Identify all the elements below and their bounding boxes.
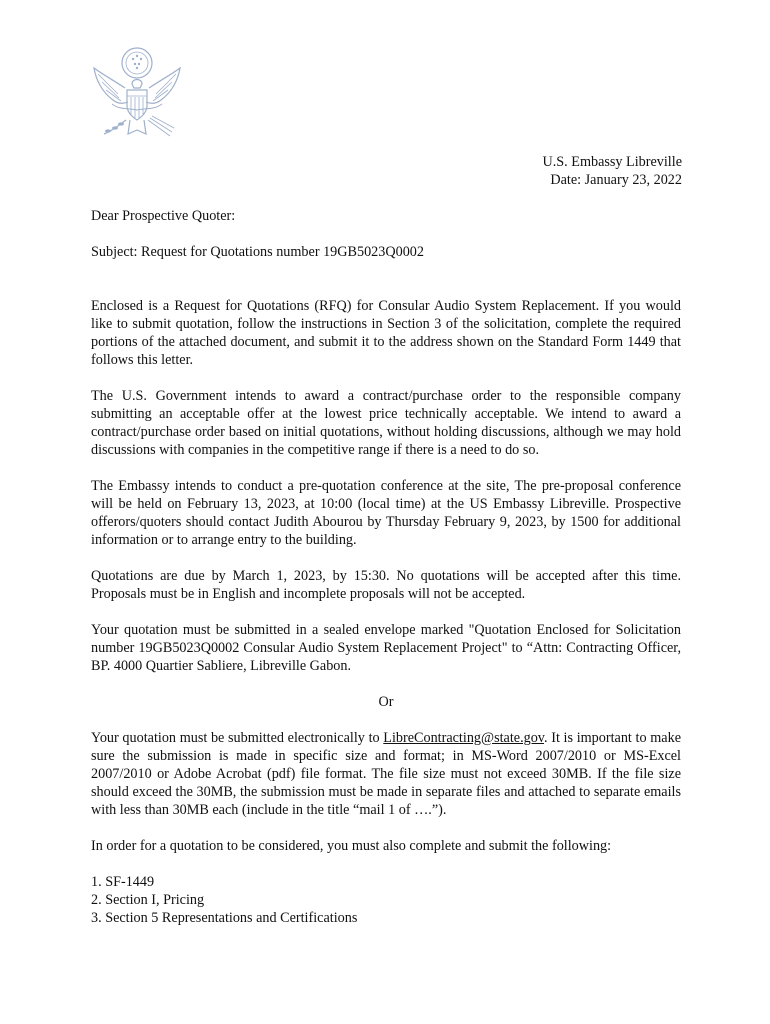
contracting-email-link[interactable]: LibreContracting@state.gov: [383, 730, 544, 746]
letter-body: [91, 207, 681, 927]
embassy-location: U.S. Embassy Libreville: [542, 154, 682, 170]
letter-date: Date: January 23, 2022: [550, 172, 682, 188]
submission-text-after: . It is important to make sure the submission is made in specific size and format; in MS-Word 2007/2010 or MS-Excel 2007/2010 or Adobe Acrobat (pdf) file format. The file size must not exceed 30MB. If the file size should exceed the 30MB, the submission must be made in separate files and attached to separate emails with less than 30MB each (include in the title “mail 1 of ….”).: [91, 730, 681, 818]
embassy-seal: [88, 44, 186, 146]
salutation: Dear Prospective Quoter:: [91, 208, 236, 224]
subject-line: Subject: Request for Quotations number 19GB5023Q0002: [91, 244, 424, 260]
requirement-item: 2. Section I, Pricing: [91, 892, 205, 908]
paragraph-sealed-envelope: Your quotation must be submitted in a sealed envelope marked "Quotation Enclosed for Solicitation number 19GB5023Q0002 Consular Audio System Replacement Project" to “Attn: Contracting Officer, BP. 4000 Quartier Sabliere, Libreville Gabon.: [91, 622, 681, 674]
requirement-item: 3. Section 5 Representations and Certifications: [91, 910, 358, 926]
paragraph-due-date: Quotations are due by March 1, 2023, by 15:30. No quotations will be accepted after this time. Proposals must be in English and incomplete proposals will not be accepted.: [91, 568, 681, 602]
letter-header: [543, 153, 683, 189]
requirements-list: [91, 873, 681, 927]
submission-text-before: Your quotation must be submitted electronically to: [91, 730, 384, 746]
paragraph-conference: The Embassy intends to conduct a pre-quotation conference at the site, The pre-proposal conference will be held on February 13, 2023, at 10:00 (local time) at the US Embassy Libreville. Prospective offerors/quoters should contact Judith Abourou by Thursday February 9, 2023, by 1500 for additional information or to arrange entry to the building.: [91, 478, 681, 548]
paragraph-requirements-intro: In order for a quotation to be considered, you must also complete and submit the following:: [91, 838, 612, 854]
requirement-item: 1. SF-1449: [91, 874, 155, 890]
or-separator: Or: [378, 694, 394, 710]
paragraph-award: The U.S. Government intends to award a contract/purchase order to the responsible company submitting an acceptable offer at the lowest price technically acceptable. We intend to award a contract/purchase order based on initial quotations, without holding discussions, although we may hold discussions with companies in the competitive range if there is a need to do so.: [91, 388, 681, 458]
paragraph-electronic-submission: [91, 729, 681, 819]
eagle-seal-icon: [88, 44, 186, 146]
paragraph-rfq-intro: Enclosed is a Request for Quotations (RFQ) for Consular Audio System Replacement. If you would like to submit quotation, follow the instructions in Section 3 of the solicitation, complete the required portions of the attached document, and submit it to the address shown on the Standard Form 1449 that follows this letter.: [91, 298, 681, 368]
